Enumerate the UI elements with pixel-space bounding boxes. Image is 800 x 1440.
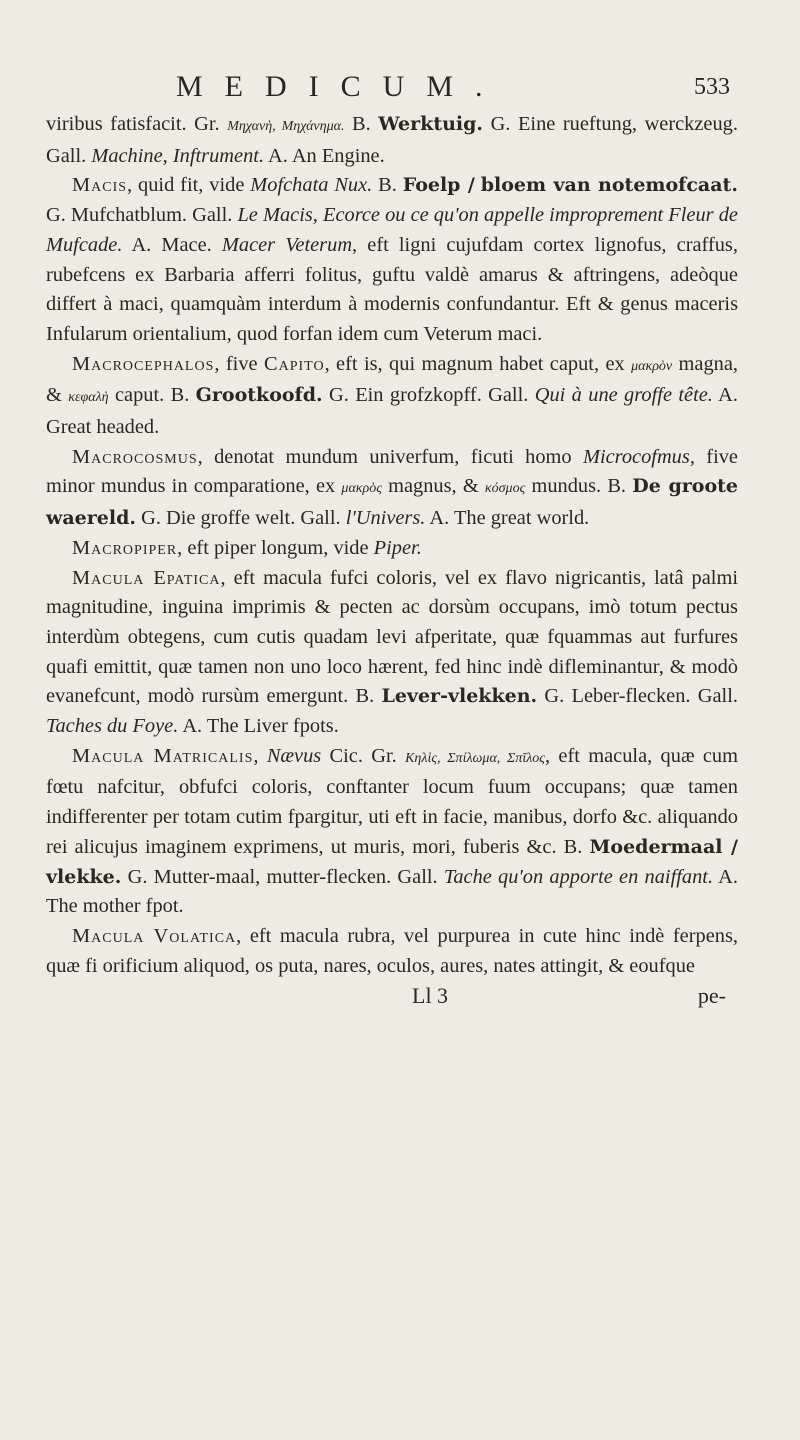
- headword: Macula Volatica: [72, 924, 237, 947]
- headword: Macropiper: [72, 536, 178, 559]
- entry-macula-epatica: Macula Epatica, eft macula fufci coloris, vel ex flavo nigricantis, latâ palmi magnitudine, inguina imprimis & pecten ac dorsùm occupans, imò totum pectus interdùm obtegens, cum cutis quadam levi afperitate, quæ fquammas aut furfures quafi emittit, quæ tamen non uno loco hærent, fed hinc indè difleminantur, & modò evanefcunt, modò rursùm emergunt. B. Lever-vlekken. G. Leber-flecken. Gall. Taches du Foye. A. The Liver fpots.: [46, 566, 738, 738]
- headword: Macrocephalos: [72, 352, 215, 375]
- signature-mark: Ll 3: [412, 983, 449, 1009]
- page-body: [46, 110, 738, 981]
- entry-macis: Macis, quid fit, vide Mofchata Nux. B. Foelp / bloem van notemofcaat. G. Mufchatblum. Gall. Le Macis, Ecorce ou ce qu'on appelle improprement Fleur de Mufcade. A. Mace. Macer Veterum, eft ligni cujufdam cortex lignofus, craffus, rubefcens ex Barbaria afferri folitus, guftu valdè amarus & aftringens, adeòque differt à maci, quamquàm interdum à modernis confundantur. Eft & genus maceris Infularum orientalium, quod forfan idem cum Veterum maci.: [46, 174, 738, 345]
- catchword: pe-: [697, 983, 726, 1009]
- page-number: 533: [694, 74, 730, 100]
- headword: Macula Epatica: [72, 566, 221, 589]
- entry-macrocosmus: Macrocosmus, denotat mundum univerfum, ficuti homo Microcofmus, five minor mundus in comparatione, ex μακρὸς magnus, & κόσμος mundus. B. De groote waereld. G. Die groffe welt. Gall. l'Univers. A. The great world.: [46, 445, 739, 530]
- entry-macula-matricalis: Macula Matricalis, Nævus Cic. Gr. Κηλὶς, Σπίλωμα, Σπῖλος, eft macula, quæ cum fœtu nafcitur, obfufci coloris, conftanter locum fuum occupans; quæ tamen indifferenter per totam cutim fpargitur, uti eft in facie, manibus, dorfo &c. aliquando rei alicujus imaginem exprimens, ut muris, mori, fuberis &c. B. Moedermaal / vlekke. G. Mutter-maal, mutter-flecken. Gall. Tache qu'on apporte en naiffant. A. The mother fpot.: [46, 744, 738, 918]
- entry-macula-volatica: Macula Volatica, eft macula rubra, vel purpurea in cute hinc indè ferpens, quæ fi orificium aliquod, os puta, nares, oculos, aures, nates attingit, & eoufque: [46, 924, 738, 977]
- running-header: [46, 70, 738, 110]
- entry-macrocephalos: Macrocephalos, five Capito, eft is, qui magnum habet caput, ex μακρὸν magna, & κεφαλὴ caput. B. Grootkoofd. G. Ein grofzkopff. Gall. Qui à une groffe tête. A. Great headed.: [46, 352, 738, 439]
- continuation-paragraph: viribus fatisfacit. Gr. Μηχανὴ, Μηχάνημα. B. Werktuig. G. Eine rueftung, werckzeug. Gall. Machine, Inftrument. A. An Engine.: [46, 113, 738, 167]
- headword: Macula Matricalis: [72, 744, 254, 767]
- headword: Macis: [72, 174, 128, 197]
- page-title: MEDICUM.: [176, 70, 505, 103]
- entry-macropiper: Macropiper, eft piper longum, vide Piper.: [72, 536, 422, 559]
- page-footer: [46, 981, 738, 1015]
- headword: Macrocosmus: [72, 445, 198, 468]
